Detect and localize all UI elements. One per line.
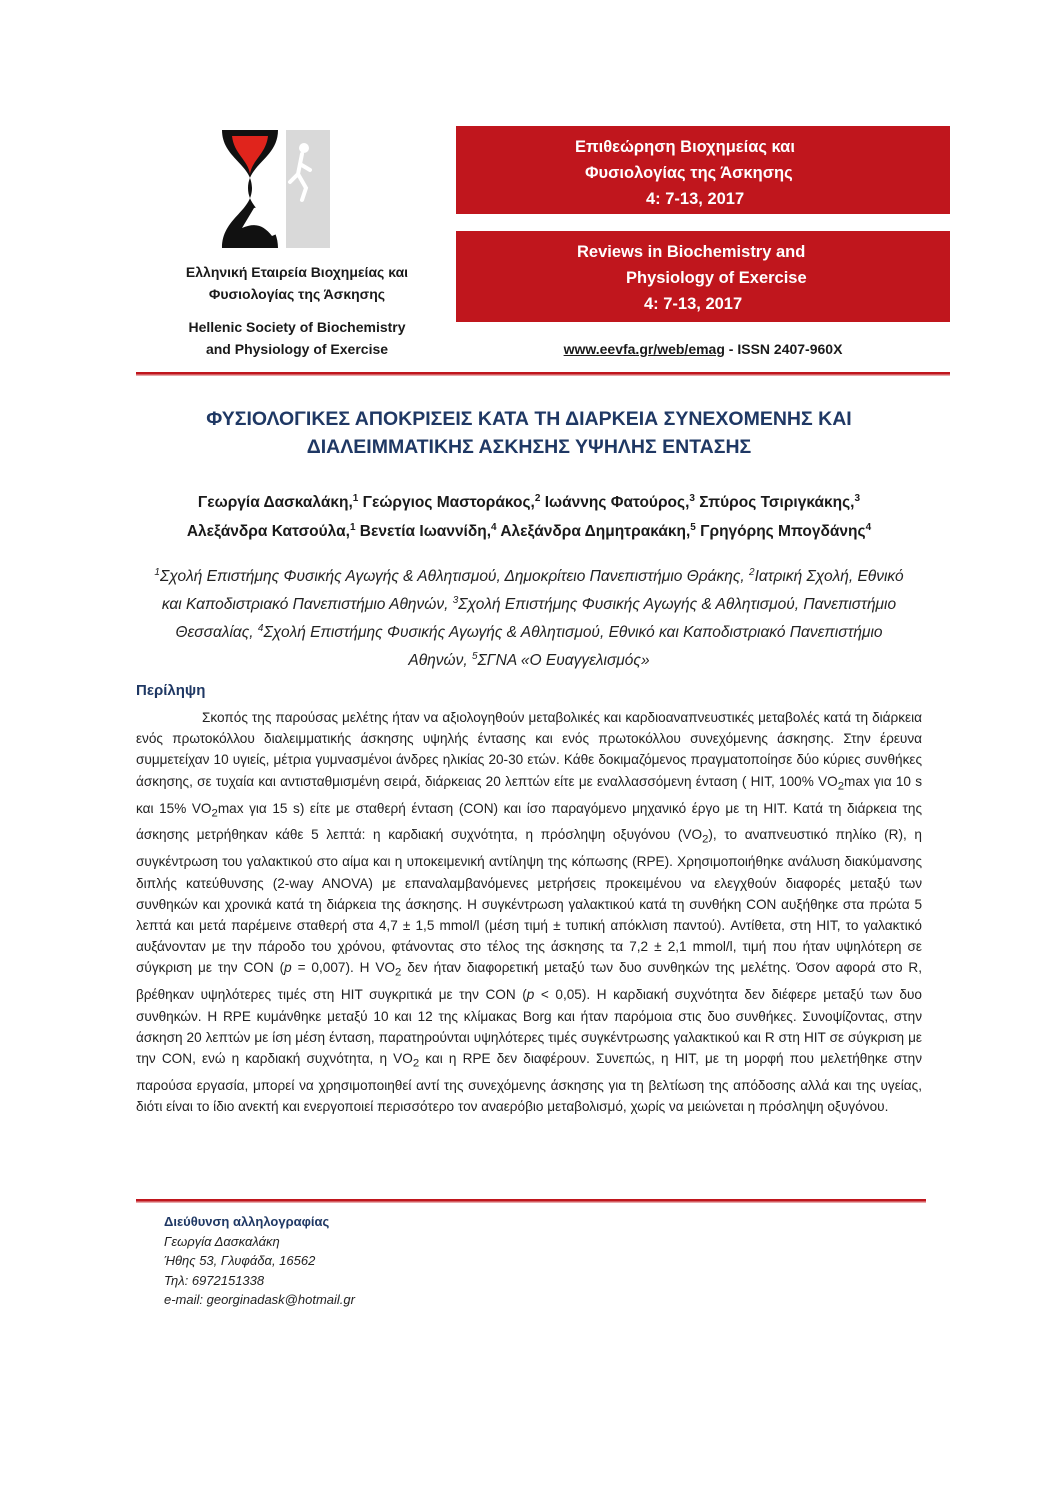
- abstract-text: < 0,05). Η καρδιακή συχνότητα δεν διέφερε μεταξύ των δυο συνθηκών. Η RPE κυμάνθηκε μεταξύ 10 και 12 της κλίμακας Borg και ήταν παρόμοια στις δυο συνθήκες. Συνοψίζοντας, στην άσκηση 20 λεπτών με ίση μέση ένταση, παρατηρούνται υψηλότερες τιμές συγκέντρωσης γαλακτικού και R στη HIT σε σύγκριση με την CON, ενώ η καρδιακή συχνότητα, η VO: [136, 987, 922, 1066]
- affil-text: ΣΓΝΑ «Ο Ευαγγελισμός»: [477, 652, 650, 670]
- correspondence-phone: Τηλ: 6972151338: [164, 1272, 265, 1288]
- abstract-text: max για 10 s και 15% VO: [136, 773, 922, 816]
- p-value-symbol: p: [526, 987, 535, 1003]
- correspondence-name: Γεωργία Δασκαλάκη: [164, 1233, 280, 1249]
- author-name: Αλεξάνδρα Δημητρακάκη,: [496, 523, 691, 541]
- affil-mark: 1: [154, 567, 160, 578]
- author-affil-mark: 5: [690, 522, 696, 534]
- journal-url-line: [456, 341, 950, 357]
- subscript: 2: [837, 780, 844, 793]
- society-gr-line1: Ελληνική Εταιρεία Βιοχημείας και: [185, 264, 409, 280]
- affil-mark: 4: [257, 623, 264, 635]
- author-affil-mark: 4: [865, 522, 872, 534]
- subscript: 2: [395, 967, 402, 980]
- subscript: 2: [702, 834, 709, 847]
- author-name: Βενετία Ιωαννίδη,: [355, 523, 492, 541]
- society-logo: [212, 130, 330, 248]
- abstract-text: και η RPE δεν διαφέρουν. Συνεπώς, η HIT, με τη μορφή που μελετήθηκε στην παρούσα εργασία, μπορεί να χρησιμοποιηθεί αντί της συνεχόμενης άσκησης για τη βελτίωση της απόδοσης αλλά και της υγείας, διότι είναι το ίδιο ανεκτή και ενεργοποιεί περισσότερο τον αναερόβιο μεταβολισμό, χωρίς να μειώνεται η πρόσληψη οξυγόνου.: [136, 1050, 922, 1115]
- journal-box-greek: [456, 126, 950, 214]
- header-divider: [136, 372, 950, 376]
- affil-text: Σχολή Επιστήμης Φυσικής Αγωγής & Αθλητισμού, Πανεπιστήμιο Θεσσαλίας,: [175, 596, 897, 642]
- title-line1: ΦΥΣΙΟΛΟΓΙΚΕΣ ΑΠΟΚΡΙΣΕΙΣ ΚΑΤΑ ΤΗ ΔΙΑΡΚΕΙΑ ΣΥΝΕΧΟΜΕΝΗΣ ΚΑΙ: [206, 408, 852, 430]
- abstract-divider: [136, 1199, 926, 1203]
- journal-gr-line3: 4: 7-13, 2017: [646, 190, 745, 208]
- authors-line1: [100, 486, 958, 515]
- journal-url-link[interactable]: www.eevfa.gr/web/emag: [563, 341, 725, 357]
- author-affil-mark: 1: [352, 493, 359, 504]
- correspondence-email[interactable]: e-mail: georginadask@hotmail.gr: [164, 1292, 355, 1307]
- affil-mark: 3: [452, 595, 459, 607]
- abstract-text: = 0,007). Η VO: [291, 960, 396, 976]
- affil-text: Σχολή Επιστήμης Φυσικής Αγωγής & Αθλητισμού, Εθνικό και Καποδιστριακό Πανεπιστήμιο Αθηνών,: [263, 624, 883, 670]
- author-name: Γεωργία Δασκαλάκη,: [197, 494, 353, 512]
- affil-text: Ιατρική Σχολή, Εθνικό και Καποδιστριακό Πανεπιστήμιο Αθηνών,: [161, 568, 904, 614]
- author-name: Αλεξάνδρα Κατσούλα,: [186, 523, 350, 541]
- author-name: Γρηγόρης Μπογδάνης: [695, 523, 866, 541]
- journal-en-line2: Physiology of Exercise: [626, 269, 807, 287]
- affil-mark: 2: [749, 567, 755, 578]
- paper-title: [100, 405, 958, 461]
- affil-mark: 5: [471, 651, 478, 663]
- correspondence-block: [164, 1212, 355, 1310]
- affiliations: [150, 561, 908, 674]
- author-affil-mark: 4: [491, 522, 497, 534]
- authors-line2: [100, 515, 958, 544]
- author-name: Γεώργιος Μαστοράκος,: [358, 494, 535, 512]
- journal-gr-line2: Φυσιολογίας της Άσκησης: [585, 164, 793, 182]
- society-name-greek: [136, 261, 458, 305]
- abstract-body: [136, 707, 922, 1117]
- society-en-line2: and Physiology of Exercise: [205, 341, 389, 357]
- abstract-heading: Περίληψη: [136, 682, 206, 699]
- subscript: 2: [211, 807, 218, 820]
- abstract-text: ), το αναπνευστικό πηλίκο (R), η συγκέντρωση του γαλακτικού στο αίμα και η υποκειμενική αντίληψη της κόπωσης (RPE). Χρησιμοποιήθηκε ανάλυση διακύμανσης διπλής κατεύθυνσης (2-way ANOVA) με επαναλαμβανόμενες μετρήσεις προκειμένου να ελεγχθούν διαφορές μεταξύ των συνθηκών και χρονικά κατά τη διάρκεια της άσκησης. Η συγκέντρωση γαλακτικού κατά τη συνθήκη CON αυξήθηκε στα πρώτα 5 λεπτά και μετά παρέμεινε σταθερή στα 4,7 ± 1,5 mmol/l (μέση τιμή ± τυπική απόκλιση παντού). Αντίθετα, στη HIT, το γαλακτικό αυξάνονταν με την πάροδο του χρόνου, φτάνοντας στο τέλος της άσκησης τα 7,2 ± 2,1 mmol/l, τιμή που ήταν υψηλότερη σε σύγκριση με την CON (: [136, 827, 922, 976]
- correspondence-heading: Διεύθυνση αλληλογραφίας: [164, 1214, 330, 1229]
- p-value-symbol: p: [284, 960, 292, 976]
- journal-en-line3: 4: 7-13, 2017: [644, 295, 743, 313]
- correspondence-address: Ήθης 53, Γλυφάδα, 16562: [164, 1253, 316, 1268]
- affil-text: Σχολή Επιστήμης Φυσικής Αγωγής & Αθλητισμού, Δημοκρίτειο Πανεπιστήμιο Θράκης,: [159, 568, 750, 586]
- society-en-line1: Hellenic Society of Biochemistry: [188, 319, 406, 335]
- abstract-text: Σκοπός της παρούσας μελέτης ήταν να αξιολογηθούν μεταβολικές και καρδιοαναπνευστικές μεταβολές κατά τη διάρκεια ενός πρωτοκόλλου διαλειμματικής άσκησης υψηλής έντασης και ενός πρωτοκόλλου συνεχόμενης άσκησης. Στην έρευνα συμμετείχαν 10 υγιείς, μέτρια γυμνασμένοι άνδρες ηλικίας 20-30 ετών. Κάθε δοκιμαζόμενος πραγματοποίησε δύο κύριες συνθήκες άσκησης, σε τυχαία και αντισταθμισμένη σειρά, διάρκειας 20 λεπτών είτε με εναλλασσόμενη ένταση ( HIT, 100% VO: [136, 710, 922, 789]
- journal-box-english: [456, 231, 950, 322]
- author-affil-mark: 1: [349, 522, 356, 534]
- society-gr-line2: Φυσιολογίας της Άσκησης: [208, 286, 386, 302]
- abstract-text: δεν ήταν διαφορετική μεταξύ των δυο συνθηκών της μελέτης. Όσον αφορά στο R, βρέθηκαν υψηλότερες τιμές στη HIT συγκριτικά με την CON (: [136, 960, 923, 1003]
- author-list: [100, 486, 958, 544]
- journal-gr-line1: Επιθεώρηση Βιοχημείας και: [575, 138, 795, 156]
- subscript: 2: [412, 1057, 420, 1070]
- author-name: Σπύρος Τσιριγκάκης,: [694, 494, 855, 512]
- author-affil-mark: 3: [689, 493, 695, 504]
- author-affil-mark: 2: [534, 493, 541, 504]
- journal-en-line1: Reviews in Biochemistry and: [577, 243, 806, 261]
- author-name: Ιωάννης Φατούρος,: [540, 494, 690, 512]
- author-affil-mark: 3: [854, 493, 861, 504]
- abstract-text: max για 15 s) είτε με σταθερή ένταση (CON) και ίσο παραγόμενο μηχανικό έργο με τη HIT. Κατά τη διάρκεια της άσκησης μετρήθηκαν κάθε 5 λεπτά: η καρδιακή συχνότητα, η πρόσληψη οξυγόνου (VO: [136, 800, 922, 843]
- journal-issn: - ISSN 2407-960X: [724, 341, 843, 357]
- title-line2: ΔΙΑΛΕΙΜΜΑΤΙΚΗΣ ΑΣΚΗΣΗΣ ΥΨΗΛΗΣ ΕΝΤΑΣΗΣ: [306, 436, 752, 458]
- society-name-english: [136, 316, 458, 360]
